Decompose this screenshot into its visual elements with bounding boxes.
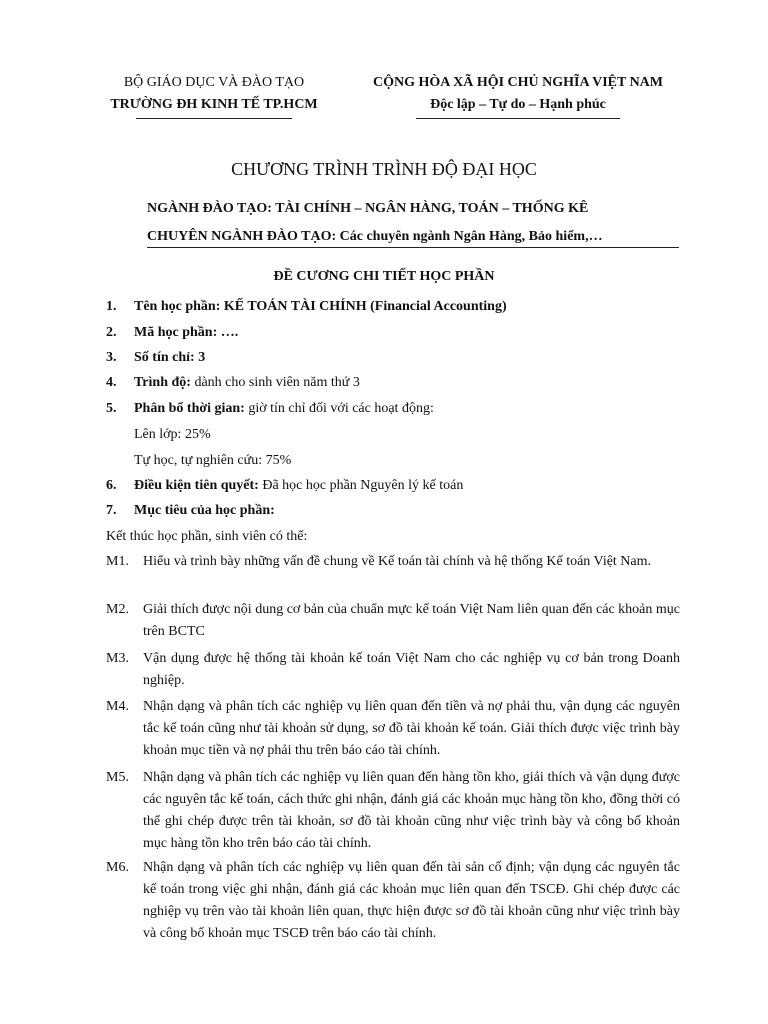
item-number: 4.: [106, 375, 117, 390]
major-line: NGÀNH ĐÀO TẠO: TÀI CHÍNH – NGÂN HÀNG, TOÁN – THỐNG KÊ: [147, 201, 589, 216]
objective-code: M2.: [106, 602, 129, 617]
item-number: 7.: [106, 503, 117, 518]
objective-text: Nhận dạng và phân tích các nghiệp vụ liên quan đến hàng tồn kho, giải thích và vận dụng được các nguyên tắc kế toán, cách thức ghi nhận, đánh giá các khoản mục hàng tồn kho, đồng thời có thể ghi chép được trên tài khoản, sơ đồ tài khoản cũng như việc trình bày và công bố khoản mục hàng tồn kho trên báo cáo tài chính.: [143, 770, 680, 851]
national-motto: Độc lập – Tự do – Hạnh phúc: [430, 97, 606, 112]
objective-code: M4.: [106, 699, 129, 714]
objectives-intro: Kết thúc học phần, sinh viên có thể:: [106, 529, 308, 544]
objective-code: M1.: [106, 554, 129, 569]
program-title: CHƯƠNG TRÌNH TRÌNH ĐỘ ĐẠI HỌC: [231, 159, 537, 179]
objective-m4: [106, 696, 680, 762]
item-time-allocation: [106, 400, 434, 418]
specialization-value: Các chuyên ngành Ngân Hàng, Bảo hiểm,…: [336, 229, 603, 244]
item-value: 3: [194, 350, 206, 365]
item-value: KẾ TOÁN TÀI CHÍNH (Financial Accounting): [220, 299, 507, 314]
objective-code: M3.: [106, 651, 129, 666]
item-number: 3.: [106, 350, 117, 365]
objective-text: Hiểu và trình bày những vấn đề chung về Kế toán tài chính và hệ thống Kế toán Việt Nam.: [143, 554, 652, 569]
objective-code: M6.: [106, 860, 129, 875]
item-label: Tên học phần:: [134, 299, 221, 314]
objective-text: Nhận dạng và phân tích các nghiệp vụ liên quan đến tài sản cố định; vận dụng các nguyên tắc kế toán trong việc ghi nhận, đánh giá các khoản mục liên quan đến TSCĐ. Ghi chép được các nghiệp vụ trên vào tài khoản liên quan, thực hiện được sơ đồ tài khoản cũng như việc trình bày và công bố khoản mục TSCĐ trên báo cáo tài chính.: [143, 860, 680, 941]
item-label: Phân bổ thời gian:: [134, 401, 245, 416]
objective-text: Nhận dạng và phân tích các nghiệp vụ liên quan đến tiền và nợ phải thu, vận dụng các nguyên tắc kế toán cũng như tài khoản sử dụng, sơ đồ tài khoản kế toán. Giải thích được việc trình bày khoản mục tiền và nợ phải thu trên báo cáo tài chính.: [143, 699, 680, 758]
objective-m6: [106, 857, 680, 945]
motto-underline: [416, 118, 620, 119]
objective-m5: [106, 767, 680, 855]
issuer-block: [96, 72, 332, 119]
specialization-label: CHUYÊN NGÀNH ĐÀO TẠO:: [147, 229, 337, 244]
ministry-name: BỘ GIÁO DỤC VÀ ĐÀO TẠO: [123, 75, 305, 90]
item-number: 6.: [106, 478, 117, 493]
university-name: TRƯỜNG ĐH KINH TẾ TP.HCM: [110, 97, 318, 112]
republic-name: CỘNG HÒA XÃ HỘI CHỦ NGHĨA VIỆT NAM: [372, 75, 663, 90]
objective-code: M5.: [106, 770, 129, 785]
specialization-line: [147, 228, 603, 246]
issuer-underline: [136, 118, 292, 119]
item-value: ….: [217, 325, 239, 340]
item-prerequisite: [106, 477, 463, 495]
item-number: 5.: [106, 401, 117, 416]
objective-m2: [106, 599, 680, 643]
item-credits: [106, 349, 205, 367]
outline-title: ĐỀ CƯƠNG CHI TIẾT HỌC PHẦN: [273, 269, 495, 284]
objective-text: Giải thích được nội dung cơ bản của chuẩn mực kế toán Việt Nam liên quan đến các khoản mục trên BCTC: [143, 602, 680, 639]
item-label: Mã học phần:: [134, 325, 218, 340]
time-in-class: Lên lớp: 25%: [134, 427, 211, 442]
item-course-code: [106, 324, 238, 342]
item-label: Mục tiêu của học phần:: [134, 503, 275, 518]
item-number: 1.: [106, 299, 117, 314]
item-course-name: [106, 298, 507, 316]
national-block: [346, 72, 690, 119]
objective-m1: [106, 551, 680, 573]
item-objectives: [106, 502, 275, 520]
objective-m3: [106, 648, 680, 692]
item-value: dành cho sinh viên năm thứ 3: [190, 375, 360, 390]
item-value: giờ tín chỉ đối với các hoạt động:: [244, 401, 434, 416]
specialization-rule: [147, 247, 679, 248]
time-self-study: Tự học, tự nghiên cứu: 75%: [134, 453, 292, 468]
item-label: Số tín chỉ:: [134, 350, 195, 365]
item-value: Đã học học phần Nguyên lý kế toán: [258, 478, 464, 493]
item-label: Điều kiện tiên quyết:: [134, 478, 259, 493]
objective-text: Vận dụng được hệ thống tài khoản kế toán Việt Nam cho các nghiệp vụ cơ bản trong Doanh nghiệp.: [143, 651, 680, 688]
item-level: [106, 374, 360, 392]
item-label: Trình độ:: [134, 375, 191, 390]
item-number: 2.: [106, 325, 117, 340]
